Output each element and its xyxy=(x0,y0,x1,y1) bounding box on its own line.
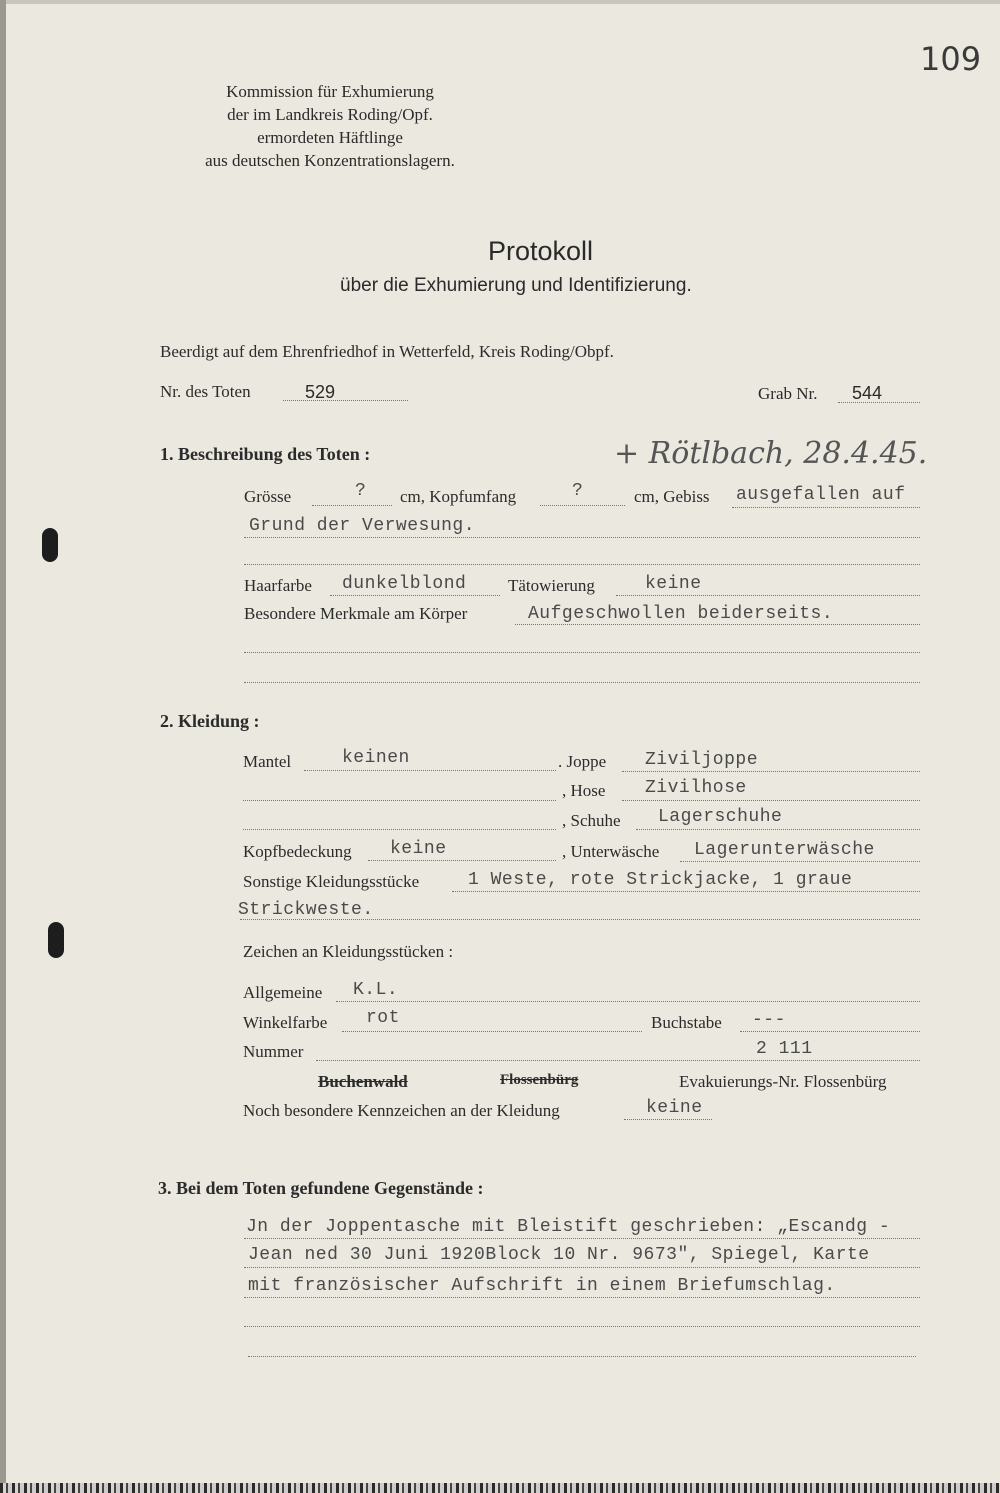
items-line-3 xyxy=(244,1297,920,1298)
evakuierungs-nr: Evakuierungs-Nr. Flossenbürg xyxy=(679,1072,887,1091)
document-title: Protokoll xyxy=(488,236,594,266)
hose-value: Zivilhose xyxy=(645,778,747,798)
items-line-1 xyxy=(244,1238,920,1239)
bottom-edge xyxy=(0,1483,1000,1493)
handwritten-note: + Rötlbach, 28.4.45. xyxy=(614,436,928,471)
groesse-label: Grösse xyxy=(244,487,292,506)
winkelfarbe-label: Winkelfarbe xyxy=(243,1013,328,1032)
hose-line xyxy=(622,800,920,801)
items-text-1: Jn der Joppentasche mit Bleistift geschrieben: „Escandg - xyxy=(246,1217,891,1237)
haarfarbe-value: dunkelblond xyxy=(342,574,467,594)
items-line-2 xyxy=(244,1267,920,1268)
kopf-line xyxy=(540,505,625,506)
flossenburg-struck: Flossenbürg xyxy=(500,1072,579,1088)
cm-gebiss-label: cm, Gebiss xyxy=(634,487,710,506)
blank-line-3 xyxy=(244,682,920,683)
gebiss-continued: Grund der Verwesung. xyxy=(249,516,476,536)
grab-value: 544 xyxy=(852,383,883,403)
allgemeine-value: K.L. xyxy=(353,980,399,1000)
punch-hole-lower xyxy=(48,922,64,958)
schuhe-line xyxy=(636,829,920,830)
haar-line xyxy=(330,595,500,596)
top-edge xyxy=(0,0,1000,4)
groesse-line xyxy=(312,505,392,506)
hose-left-line xyxy=(243,800,556,801)
header-line-1: Kommission für Exhumierung xyxy=(226,82,434,101)
merkmale-value: Aufgeschwollen beiderseits. xyxy=(528,604,834,624)
merkmale-label: Besondere Merkmale am Körper xyxy=(244,604,468,623)
mantel-value: keinen xyxy=(342,748,410,768)
sonstige-line xyxy=(452,891,920,892)
burial-location: Beerdigt auf dem Ehrenfriedhof in Wetterfeld, Kreis Roding/Obpf. xyxy=(160,342,614,361)
mantel-line xyxy=(304,770,556,771)
items-line-4 xyxy=(244,1326,920,1327)
document-subtitle: über die Exhumierung und Identifizierung. xyxy=(340,275,692,296)
section-1-heading: 1. Beschreibung des Toten : xyxy=(160,444,371,464)
unterwaesche-line xyxy=(680,861,920,862)
kopfumfang-value: ? xyxy=(572,481,584,501)
blank-line-1 xyxy=(244,564,920,565)
taet-line xyxy=(616,595,920,596)
noch-besondere-value: keine xyxy=(646,1098,703,1118)
nummer-line xyxy=(316,1060,920,1061)
gebiss-value: ausgefallen auf xyxy=(736,485,906,505)
sonstige-label: Sonstige Kleidungsstücke xyxy=(243,872,420,891)
joppe-line xyxy=(622,771,920,772)
joppe-value: Ziviljoppe xyxy=(645,750,759,770)
schuhe-value: Lagerschuhe xyxy=(658,807,783,827)
header-line-4: aus deutschen Konzentrationslagern. xyxy=(205,151,455,170)
items-text-2: Jean ned 30 Juni 1920Block 10 Nr. 9673", Spiegel, Karte xyxy=(248,1245,870,1265)
joppe-label: . Joppe xyxy=(558,752,607,771)
cm-kopfumfang-label: cm, Kopfumfang xyxy=(400,487,517,506)
buchstabe-label: Buchstabe xyxy=(651,1013,722,1032)
sonstige-value: 1 Weste, rote Strickjacke, 1 graue xyxy=(468,870,853,890)
taetowierung-label: Tätowierung xyxy=(508,576,595,595)
nr-value: 529 xyxy=(305,382,336,402)
left-edge xyxy=(0,0,6,1493)
haarfarbe-label: Haarfarbe xyxy=(244,576,312,595)
winkelfarbe-line xyxy=(342,1031,642,1032)
taetowierung-value: keine xyxy=(645,574,702,594)
zeichen-label: Zeichen an Kleidungsstücken : xyxy=(243,942,454,961)
blank-line-2 xyxy=(244,652,920,653)
section-2-heading: 2. Kleidung : xyxy=(160,711,260,731)
mantel-label: Mantel xyxy=(243,752,292,771)
gebiss-line xyxy=(732,507,920,508)
noch-line xyxy=(624,1119,712,1120)
punch-hole-upper xyxy=(42,528,58,562)
buchstabe-value: --- xyxy=(752,1010,786,1030)
hose-label: , Hose xyxy=(562,781,606,800)
merk-line xyxy=(515,624,920,625)
unterwaesche-value: Lagerunterwäsche xyxy=(694,840,875,860)
buchenwald-struck: Buchenwald xyxy=(318,1072,408,1091)
buchstabe-line xyxy=(740,1031,920,1032)
section-3-heading: 3. Bei dem Toten gefundene Gegenstände : xyxy=(158,1178,484,1198)
schuhe-label: , Schuhe xyxy=(562,811,621,830)
commission-header xyxy=(180,80,480,172)
page-number: 109 xyxy=(920,40,982,78)
unterwaesche-label: , Unterwäsche xyxy=(562,842,660,861)
header-line-3: ermordeten Häftlinge xyxy=(257,128,403,147)
header-line-2: der im Landkreis Roding/Opf. xyxy=(227,105,433,124)
nr-label: Nr. des Toten xyxy=(160,382,251,401)
winkelfarbe-value: rot xyxy=(366,1008,400,1028)
allgemeine-line xyxy=(336,1001,920,1002)
schuhe-left-line xyxy=(243,829,556,830)
nr-line xyxy=(283,400,408,401)
nummer-value: 2 111 xyxy=(756,1039,813,1059)
items-text-3: mit französischer Aufschrift in einem Briefumschlag. xyxy=(248,1276,836,1296)
items-line-5 xyxy=(248,1356,916,1357)
gebiss-line-2 xyxy=(244,537,920,538)
nummer-label: Nummer xyxy=(243,1042,304,1061)
grab-label: Grab Nr. xyxy=(758,384,818,403)
sonstige-continued: Strickweste. xyxy=(238,900,374,920)
kopfbedeckung-label: Kopfbedeckung xyxy=(243,842,352,861)
kopfbedeckung-value: keine xyxy=(390,839,447,859)
noch-besondere-label: Noch besondere Kennzeichen an der Kleidung xyxy=(243,1101,560,1120)
groesse-value: ? xyxy=(355,481,367,501)
allgemeine-label: Allgemeine xyxy=(243,983,323,1002)
kopfbedeckung-line xyxy=(368,860,556,861)
